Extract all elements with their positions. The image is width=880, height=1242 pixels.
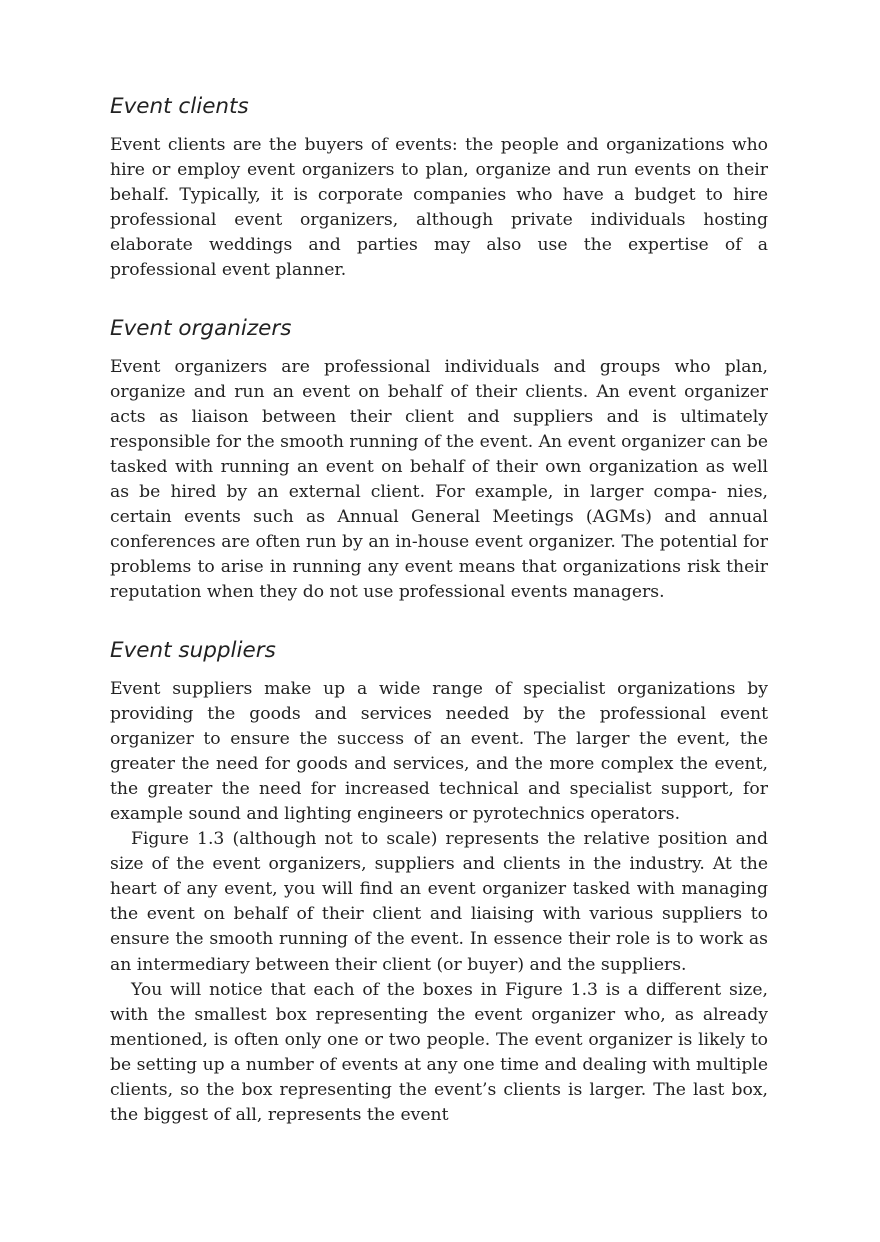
body-paragraph: Event organizers are professional individuals and groups who plan, organize and run an event on behalf of their clients. An event organizer acts as liaison between their client and suppliers and is ultimately responsible for the smooth running of the event. An event organizer can be tasked with running an event on behalf of their own organization as well as be hired by an external client. For example, in larger compa- nies, certain events such as Annual General Meetings (AGMs) and annual conferences are often run by an in-house event organizer. The potential for problems to arise in running any event means that organizations risk their reputation when they do not use professional events managers.: [110, 356, 768, 603]
section-event-clients: [110, 92, 768, 284]
body-paragraph: Figure 1.3 (although not to scale) represents the relative position and size of the event organizers, suppliers and clients in the industry. At the heart of any event, you will find an event organizer tasked with managing the event on behalf of their client and liaising with various suppliers to ensure the smooth running of the event. In essence their role is to work as an intermediary between their client (or buyer) and the suppliers.: [110, 829, 768, 975]
section-heading: Event organizers: [110, 315, 292, 341]
section-event-suppliers: [110, 636, 768, 1129]
body-paragraph: Event clients are the buyers of events: the people and organizations who hire or employ event organizers to plan, organize and run events on their behalf. Typically, it is corporate companies who have a budget to hire professional event organizers, although private individuals hosting elaborate weddings and parties may also use the expertise of a professional event planner.: [110, 135, 768, 281]
section-spacer: [110, 284, 768, 314]
section-spacer: [110, 606, 768, 636]
section-event-organizers: [110, 314, 768, 606]
body-paragraph: Event suppliers make up a wide range of specialist organizations by providing the goods and services needed by the professional event organizer to ensure the success of an event. The larger the event, the greater the need for goods and services, and the more complex the event, the greater the need for increased technical and specialist support, for example sound and lighting engineers or pyrotechnics operators.: [110, 678, 768, 824]
body-paragraph: You will notice that each of the boxes in Figure 1.3 is a different size, with the smallest box representing the event organizer who, as already mentioned, is often only one or two people. The event organizer is likely to be setting up a number of events at any one time and dealing with multiple clients, so the box representing the event’s clients is larger. The last box, the biggest of all, represents the event: [110, 979, 768, 1126]
document-page: [110, 92, 768, 1128]
section-heading: Event clients: [110, 94, 249, 119]
section-heading: Event suppliers: [110, 637, 276, 663]
